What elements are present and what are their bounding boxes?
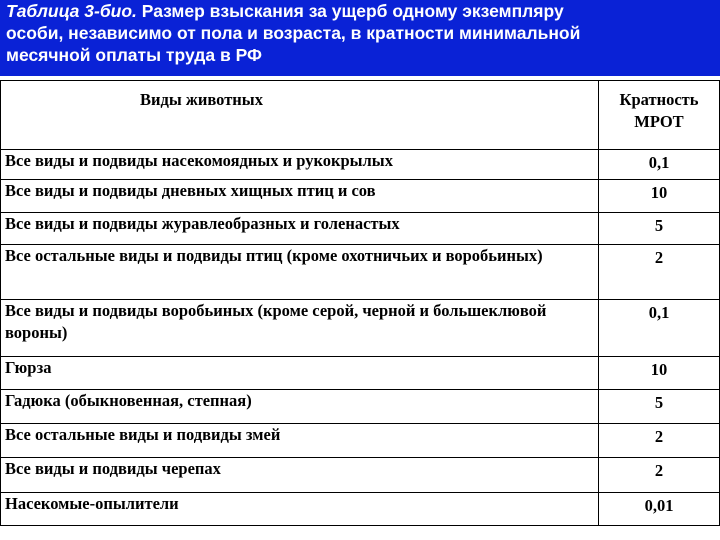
value-text: 2: [654, 427, 664, 446]
table-row: [1, 150, 720, 180]
value-cell: [599, 245, 720, 300]
caption-text-1: Размер взыскания за ущерб одному экземпляру: [136, 1, 564, 21]
value-cell: [599, 213, 720, 245]
species-cell: Все остальные виды и подвиды змей: [1, 424, 599, 458]
species-cell: Гюрза: [1, 357, 599, 390]
table-row: [1, 180, 720, 213]
table-row: [1, 300, 720, 357]
table-row: [1, 390, 720, 424]
species-cell: Все виды и подвиды черепах: [1, 458, 599, 493]
table-row: [1, 458, 720, 493]
value-cell: [599, 424, 720, 458]
species-cell: Все виды и подвиды журавлеобразных и голенастых: [1, 213, 599, 245]
table-row: [1, 493, 720, 526]
table-row: [1, 245, 720, 300]
value-cell: [599, 458, 720, 493]
value-cell: [599, 390, 720, 424]
value-cell: [599, 493, 720, 526]
caption-line-3: месячной оплаты труда в РФ: [6, 45, 262, 65]
caption-line-2: особи, независимо от пола и возраста, в кратности минимальной: [6, 23, 581, 43]
compensation-table: [0, 80, 720, 526]
species-cell: Все виды и подвиды воробьиных (кроме серой, черной и большеклювой вороны): [1, 300, 599, 357]
value-cell: [599, 300, 720, 357]
table-caption: [0, 0, 720, 76]
value-cell: [599, 357, 720, 390]
value-cell: [599, 150, 720, 180]
table-row: [1, 424, 720, 458]
value-text: 2: [654, 248, 664, 267]
caption-line-1: [6, 0, 714, 22]
species-cell: Насекомые-опылители: [1, 493, 599, 526]
species-cell: Все виды и подвиды насекомоядных и рукокрылых: [1, 150, 599, 180]
species-cell: Все виды и подвиды дневных хищных птиц и сов: [1, 180, 599, 213]
column-header-species: Виды животных: [1, 81, 599, 150]
table-header-row: [1, 81, 720, 150]
value-text: 5: [654, 216, 664, 235]
value-cell: [599, 180, 720, 213]
value-text: 10: [650, 183, 668, 202]
value-text: 10: [650, 360, 668, 379]
value-text: 5: [654, 393, 664, 412]
table-row: [1, 357, 720, 390]
value-text: 2: [654, 461, 664, 480]
species-cell: Все остальные виды и подвиды птиц (кроме охотничьих и воробьиных): [1, 245, 599, 300]
value-text: 0,1: [648, 303, 670, 322]
value-text: 0,1: [648, 153, 670, 172]
column-header-multiplier: Кратность МРОТ: [599, 81, 720, 150]
table-row: [1, 213, 720, 245]
caption-code: Таблица 3-био.: [6, 1, 137, 21]
species-cell: Гадюка (обыкновенная, степная): [1, 390, 599, 424]
value-text: 0,01: [644, 496, 674, 515]
